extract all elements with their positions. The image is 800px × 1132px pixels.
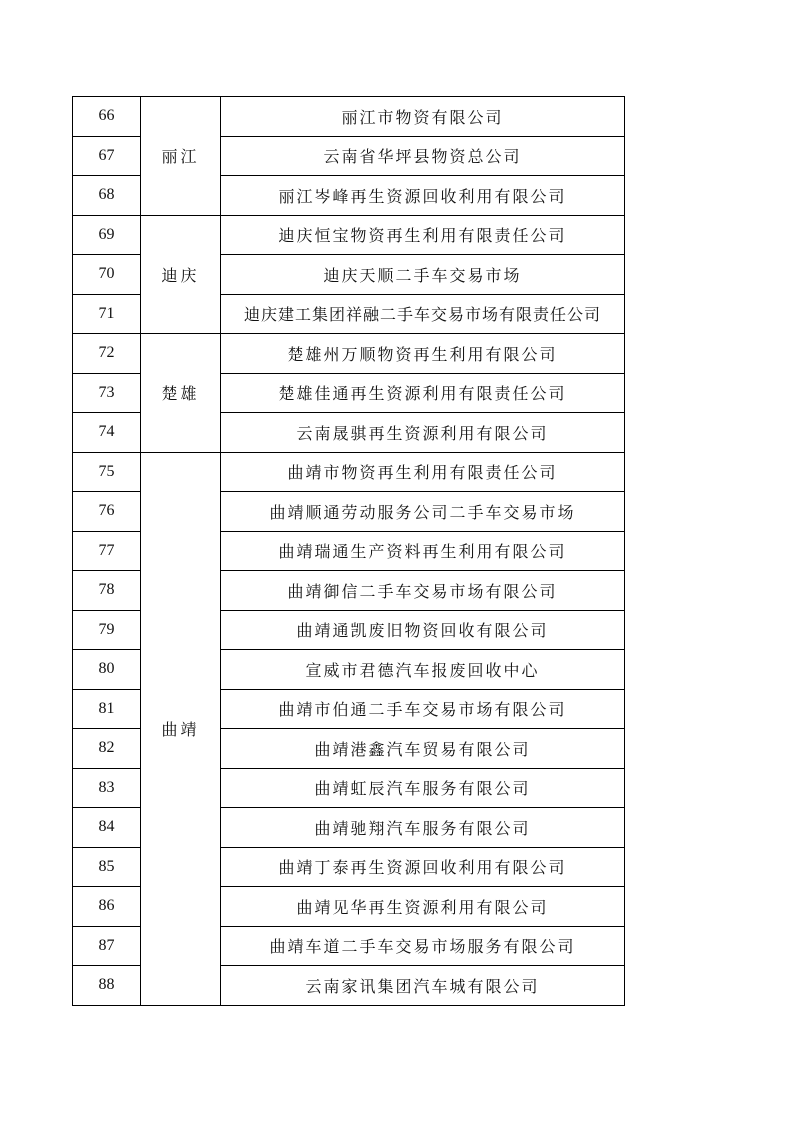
- row-number: 69: [73, 215, 141, 255]
- row-number: 77: [73, 531, 141, 571]
- company-name: 曲靖御信二手车交易市场有限公司: [221, 571, 625, 611]
- row-number: 79: [73, 610, 141, 650]
- company-name: 楚雄佳通再生资源利用有限责任公司: [221, 373, 625, 413]
- row-number: 67: [73, 136, 141, 176]
- company-name: 楚雄州万顺物资再生利用有限公司: [221, 334, 625, 374]
- company-name: 曲靖市物资再生利用有限责任公司: [221, 452, 625, 492]
- company-name: 曲靖瑞通生产资料再生利用有限公司: [221, 531, 625, 571]
- row-number: 87: [73, 926, 141, 966]
- company-name: 迪庆天顺二手车交易市场: [221, 255, 625, 295]
- row-number: 88: [73, 966, 141, 1006]
- company-name: 云南晟骐再生资源利用有限公司: [221, 413, 625, 453]
- row-number: 75: [73, 452, 141, 492]
- company-name: 迪庆建工集团祥融二手车交易市场有限责任公司: [221, 294, 625, 334]
- city-cell: 丽江: [141, 97, 221, 216]
- row-number: 71: [73, 294, 141, 334]
- row-number: 70: [73, 255, 141, 295]
- row-number: 72: [73, 334, 141, 374]
- company-name: 迪庆恒宝物资再生利用有限责任公司: [221, 215, 625, 255]
- row-number: 83: [73, 768, 141, 808]
- row-number: 85: [73, 847, 141, 887]
- company-name: 云南家讯集团汽车城有限公司: [221, 966, 625, 1006]
- company-name: 丽江岑峰再生资源回收利用有限公司: [221, 176, 625, 216]
- row-number: 68: [73, 176, 141, 216]
- company-name: 曲靖丁泰再生资源回收利用有限公司: [221, 847, 625, 887]
- row-number: 86: [73, 887, 141, 927]
- table-row: [73, 215, 625, 255]
- enterprise-list-table: [72, 96, 625, 1006]
- city-cell: 曲靖: [141, 452, 221, 1005]
- company-name: 曲靖驰翔汽车服务有限公司: [221, 808, 625, 848]
- row-number: 74: [73, 413, 141, 453]
- company-name: 云南省华坪县物资总公司: [221, 136, 625, 176]
- row-number: 82: [73, 729, 141, 769]
- table-row: [73, 452, 625, 492]
- company-name: 曲靖通凯废旧物资回收有限公司: [221, 610, 625, 650]
- row-number: 73: [73, 373, 141, 413]
- city-cell: 迪庆: [141, 215, 221, 334]
- company-name: 曲靖港鑫汽车贸易有限公司: [221, 729, 625, 769]
- table-row: [73, 97, 625, 137]
- row-number: 76: [73, 492, 141, 532]
- row-number: 66: [73, 97, 141, 137]
- company-name: 曲靖市伯通二手车交易市场有限公司: [221, 689, 625, 729]
- row-number: 81: [73, 689, 141, 729]
- row-number: 78: [73, 571, 141, 611]
- company-name: 曲靖车道二手车交易市场服务有限公司: [221, 926, 625, 966]
- company-name: 曲靖虹辰汽车服务有限公司: [221, 768, 625, 808]
- city-cell: 楚雄: [141, 334, 221, 453]
- company-name: 曲靖顺通劳动服务公司二手车交易市场: [221, 492, 625, 532]
- row-number: 84: [73, 808, 141, 848]
- company-name: 丽江市物资有限公司: [221, 97, 625, 137]
- company-name: 宣威市君德汽车报废回收中心: [221, 650, 625, 690]
- row-number: 80: [73, 650, 141, 690]
- company-name: 曲靖见华再生资源利用有限公司: [221, 887, 625, 927]
- table-row: [73, 334, 625, 374]
